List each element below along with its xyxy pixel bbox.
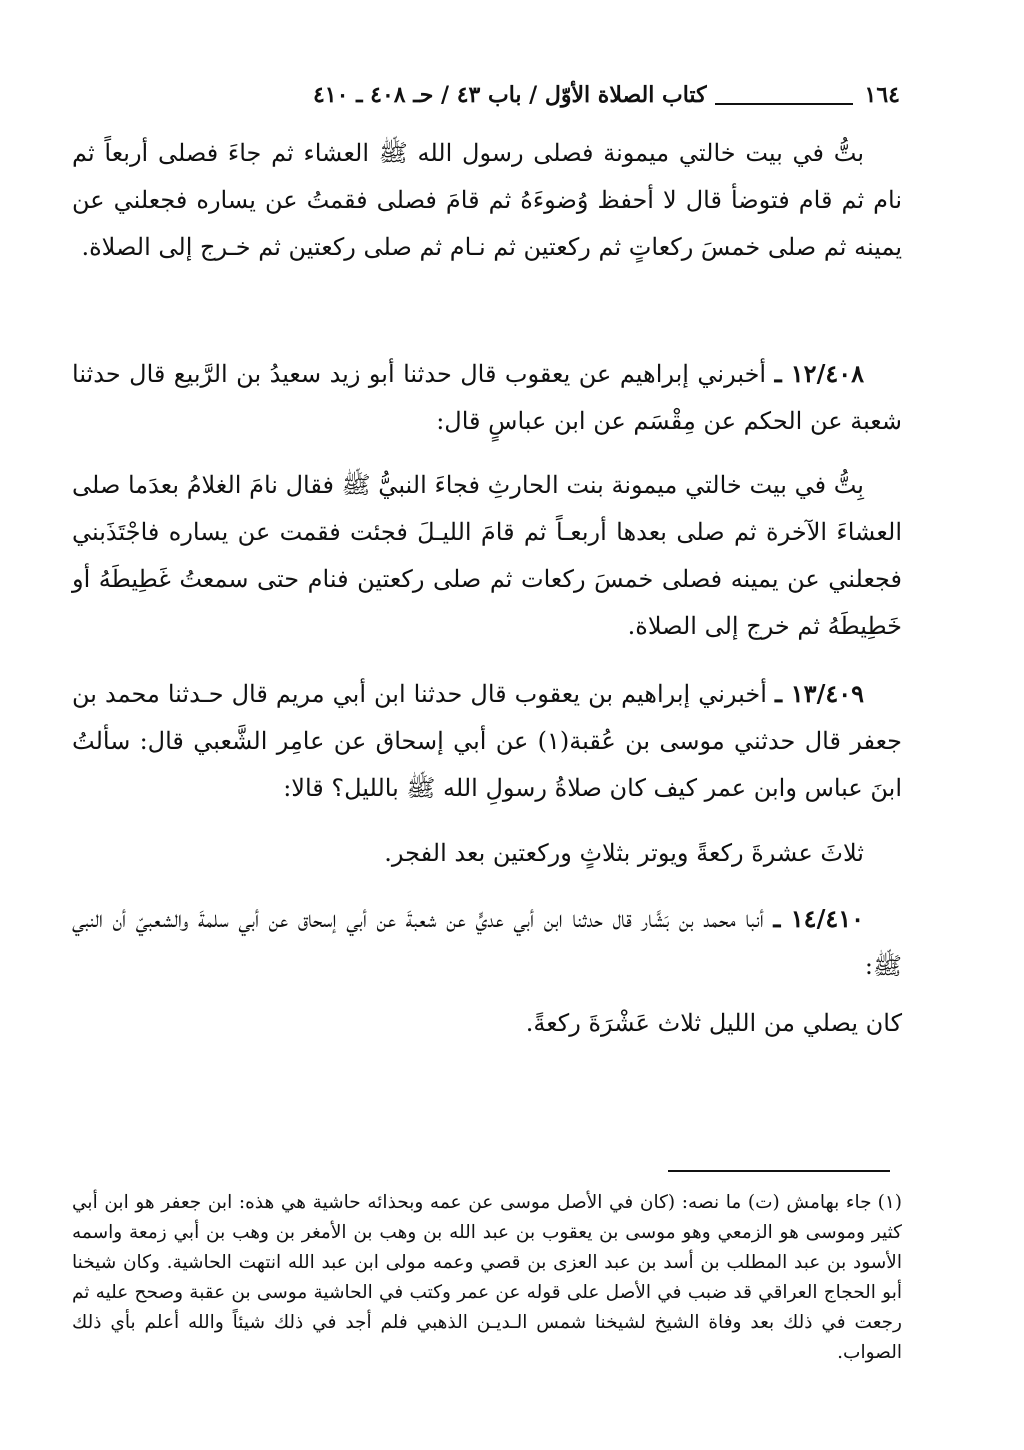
matn-text: بِتُّ في بيت خالتي ميمونة بنت الحارثِ فجاءَ النبيُّ ﷺ فقال نامَ الغلامُ بعدَما صلى العشاءَ الآخرة ثم صلى بعدها أربعـاً ثم قامَ الليـلَ فجئت فقمت عن يساره فاجْتَذَبني فجعلني عن يمينه فصلى خمسَ ركعات ثم صلى ركعتين فنام حتى سمعتُ غَطِيطَهُ أو خَطِيطَهُ ثم خرج إلى الصلاة. — [72, 471, 902, 640]
paragraph-continuation — [72, 130, 902, 271]
isnad-text: أخبرني إبراهيم عن يعقوب قال حدثنا أبو زيد سعيدُ بن الرَّبيع قال حدثنا شعبة عن الحكم عن مِقْسَم عن ابن عباسٍ قال: — [72, 360, 902, 435]
header-rule — [715, 103, 853, 105]
paragraph-text: بتُّ في بيت خالتي ميمونة فصلى رسول الله ﷺ العشاء ثم جاءَ فصلى أربعاً ثم نام ثم قام فتوضأ قال لا أحفظ وُضوءَهُ ثم قامَ فصلى فقمتُ عن يساره فجعلني عن يمينه ثم صلى خمسَ ركعاتٍ ثم ركعتين ثم نـام ثم صلى ركعتين ثم خـرج إلى الصلاة. — [72, 139, 902, 261]
isnad-text: أنبا محمد بن بَشَّار قال حدثنا ابن أبي عديٍّ عن شعبةَ عن أبي إسحاق عن أبي سلمةَ والشعبيّ أن النبي ﷺ: — [72, 905, 902, 980]
matn-text: كان يصلي من الليل ثلاث عَشْرَةَ ركعةً. — [525, 1009, 902, 1037]
hadith-number: ١٣/٤٠٩ ـ — [774, 679, 864, 708]
footnote-separator — [668, 1170, 890, 1172]
footnote — [72, 1188, 902, 1368]
header-title: كتاب الصلاة الأوّل / باب ٤٣ / حـ ٤٠٨ ـ ٤١٠ — [312, 82, 707, 108]
hadith-number: ١٤/٤١٠ ـ — [773, 904, 864, 933]
isnad-text: أخبرني إبراهيم بن يعقوب قال حدثنا ابن أبي مريم قال حـدثنا محمد بن جعفر قال حدثني موسى بن عُقبة(١) عن أبي إسحاق عن عامِر الشَّعبي قال: سألتُ ابنَ عباس وابن عمر كيف كان صلاةُ رسولِ الله ﷺ بالليل؟ قالا: — [72, 680, 903, 802]
hadith-410-isnad — [72, 895, 902, 990]
footnote-marker: (١) — [877, 1192, 902, 1213]
matn-text: ثلاثَ عشرةَ ركعةً ويوتر بثلاثٍ وركعتين بعد الفجر. — [384, 839, 864, 867]
running-header — [70, 78, 900, 112]
hadith-408-isnad — [72, 350, 902, 445]
hadith-410-matn — [72, 1000, 902, 1047]
hadith-408-matn — [72, 462, 902, 650]
page-number: ١٦٤ — [864, 82, 900, 108]
hadith-409-isnad — [72, 670, 902, 812]
footnote-text: جاء بهامش (ت) ما نصه: (كان في الأصل موسى عن عمه وبحذائه حاشية هي هذه: ابن جعفر هو ابن أبي كثير وموسى هو الزمعي وهو موسى بن يعقوب بن عبد الله بن وهب بن الأمغر بن وهب بن أبي زمعة واسمه الأسود بن عبد المطلب بن أسد بن عبد العزى بن قصي وعمه مولى ابن عبد الله انتهت الحاشية. وكان شيخنا أبو الحجاج العراقي قد ضبب في الأصل على قوله عن عمر وكتب في الحاشية موسى بن عقبة وصحح عليه ثم رجعت في ذلك بعد وفاة الشيخ لشيخنا شمس الـديـن الذهبي فلم أجد في ذلك شيئاً والله أعلم بأي ذلك الصواب. — [72, 1192, 902, 1363]
hadith-number: ١٢/٤٠٨ ـ — [774, 359, 864, 388]
hadith-409-matn — [72, 830, 902, 877]
